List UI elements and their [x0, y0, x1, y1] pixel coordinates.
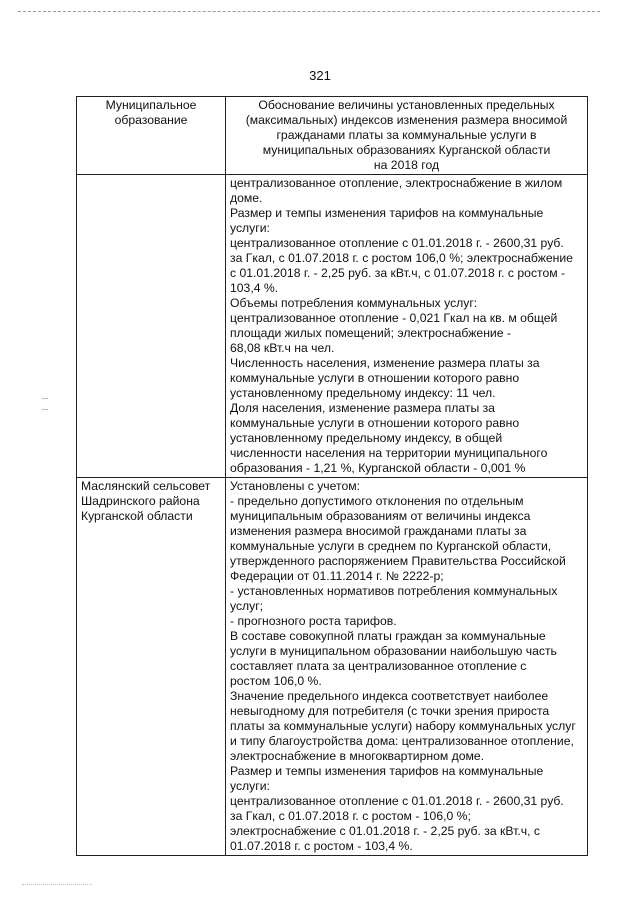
municipality-cell — [77, 175, 226, 478]
scan-edge-top — [18, 11, 600, 12]
text-line: Обоснование величины установленных предельных — [258, 98, 555, 112]
text-line: коммунальные услуги в отношении которого равно — [230, 416, 520, 430]
table-row — [77, 478, 588, 856]
text-line: Размер и темпы изменения тарифов на коммунальные — [230, 206, 544, 220]
text-line: Объемы потребления коммунальных услуг: — [230, 296, 478, 310]
municipality-cell — [77, 478, 226, 856]
table-row — [77, 175, 588, 478]
text-line: централизованное отопление с 01.01.2018 г. - 2600,31 руб. — [230, 236, 564, 250]
text-line: В составе совокупной платы граждан за коммунальные — [230, 629, 546, 643]
text-line: коммунальные услуги в отношении которого равно — [230, 371, 520, 385]
text-line: централизованное отопление - 0,021 Гкал на кв. м общей — [230, 311, 558, 325]
text-line: образования - 1,21 %, Курганской области - 0,001 % — [230, 461, 526, 475]
text-line: Шадринского района — [81, 494, 200, 508]
margin-mark — [42, 409, 48, 410]
text-line: муниципальных образованиях Курганской области — [262, 143, 551, 157]
text-line: - прогнозного роста тарифов. — [230, 614, 397, 628]
text-line: изменения размера вносимой гражданами платы за — [230, 524, 527, 538]
scan-edge-bottom — [22, 884, 92, 885]
text-line: численности населения на территории муниципального — [230, 446, 548, 460]
text-line: (максимальных) индексов изменения размера вносимой — [245, 113, 568, 127]
text-line: платы за коммунальные услуги) набору коммунальных услуг — [230, 719, 576, 733]
header-justification — [226, 97, 588, 175]
text-line: услуги: — [230, 221, 270, 235]
text-line: Доля населения, изменение размера платы за — [230, 401, 495, 415]
text-line: услуги: — [230, 779, 270, 793]
text-line: с 01.01.2018 г. - 2,25 руб. за кВт.ч, с 01.07.2018 г. с ростом - — [230, 266, 566, 280]
text-line: Федерации от 01.11.2014 г. № 2222-р; — [230, 569, 444, 583]
text-line: Курганской области — [81, 509, 193, 523]
text-line: - предельно допустимого отклонения по отдельным — [230, 494, 524, 508]
header-municipality — [77, 97, 226, 175]
text-line: Установлены с учетом: — [230, 479, 360, 493]
text-line: услуги в муниципальном образовании наибольшую часть — [230, 644, 557, 658]
text-line: установленному предельному индексу, в общей — [230, 431, 503, 445]
text-line: централизованное отопление с 01.01.2018 г. - 2600,31 руб. — [230, 794, 564, 808]
text-line: утвержденного распоряжением Правительства Российской — [230, 554, 566, 568]
text-line: гражданами платы за коммунальные услуги в — [276, 128, 537, 142]
text-line: услуг; — [230, 599, 264, 613]
text-line: Маслянский сельсовет — [81, 479, 211, 493]
text-line: Значение предельного индекса соответствует наиболее — [230, 689, 549, 703]
text-line: на 2018 год — [373, 158, 440, 172]
text-line: площади жилых помещений; электроснабжение - — [230, 326, 511, 340]
text-line: за Гкал, с 01.07.2018 г. с ростом - 106,0 %; — [230, 809, 471, 823]
text-line: электроснабжение с 01.01.2018 г. - 2,25 руб. за кВт.ч, с — [230, 824, 540, 838]
text-line: за Гкал, с 01.07.2018 г. с ростом 106,0 %; электроснабжение — [230, 251, 573, 265]
page-number: 321 — [309, 68, 331, 83]
text-line: 68,08 кВт.ч на чел. — [230, 341, 335, 355]
text-line: образование — [114, 113, 188, 127]
text-line: электроснабжение в многоквартирном доме. — [230, 749, 485, 763]
margin-mark — [42, 398, 48, 399]
text-line: 103,4 %. — [230, 281, 279, 295]
justification-cell — [226, 175, 588, 478]
text-line: - установленных нормативов потребления коммунальных — [230, 584, 558, 598]
text-line: Муниципальное — [105, 98, 197, 112]
text-line: установленному предельному индексу: 11 чел. — [230, 386, 496, 400]
justification-table — [76, 96, 588, 856]
text-line: централизованное отопление, электроснабжение в жилом — [230, 176, 563, 190]
text-line: коммунальные услуги в среднем по Курганской области, — [230, 539, 552, 553]
text-line: муниципальным образованиям от величины индекса — [230, 509, 531, 523]
text-line: невыгодному для потребителя (с точки зрения прироста — [230, 704, 550, 718]
table-header-row — [77, 97, 588, 175]
text-line: Размер и темпы изменения тарифов на коммунальные — [230, 764, 544, 778]
text-line: 01.07.2018 г. с ростом - 103,4 %. — [230, 839, 413, 853]
text-line: составляет плата за централизованное отопление с — [230, 659, 527, 673]
text-line: доме. — [230, 191, 263, 205]
text-line: Численность населения, изменение размера платы за — [230, 356, 540, 370]
text-line: ростом 106,0 %. — [230, 674, 322, 688]
justification-cell — [226, 478, 588, 856]
text-line: и типу благоустройства дома: централизованное отопление, — [230, 734, 574, 748]
